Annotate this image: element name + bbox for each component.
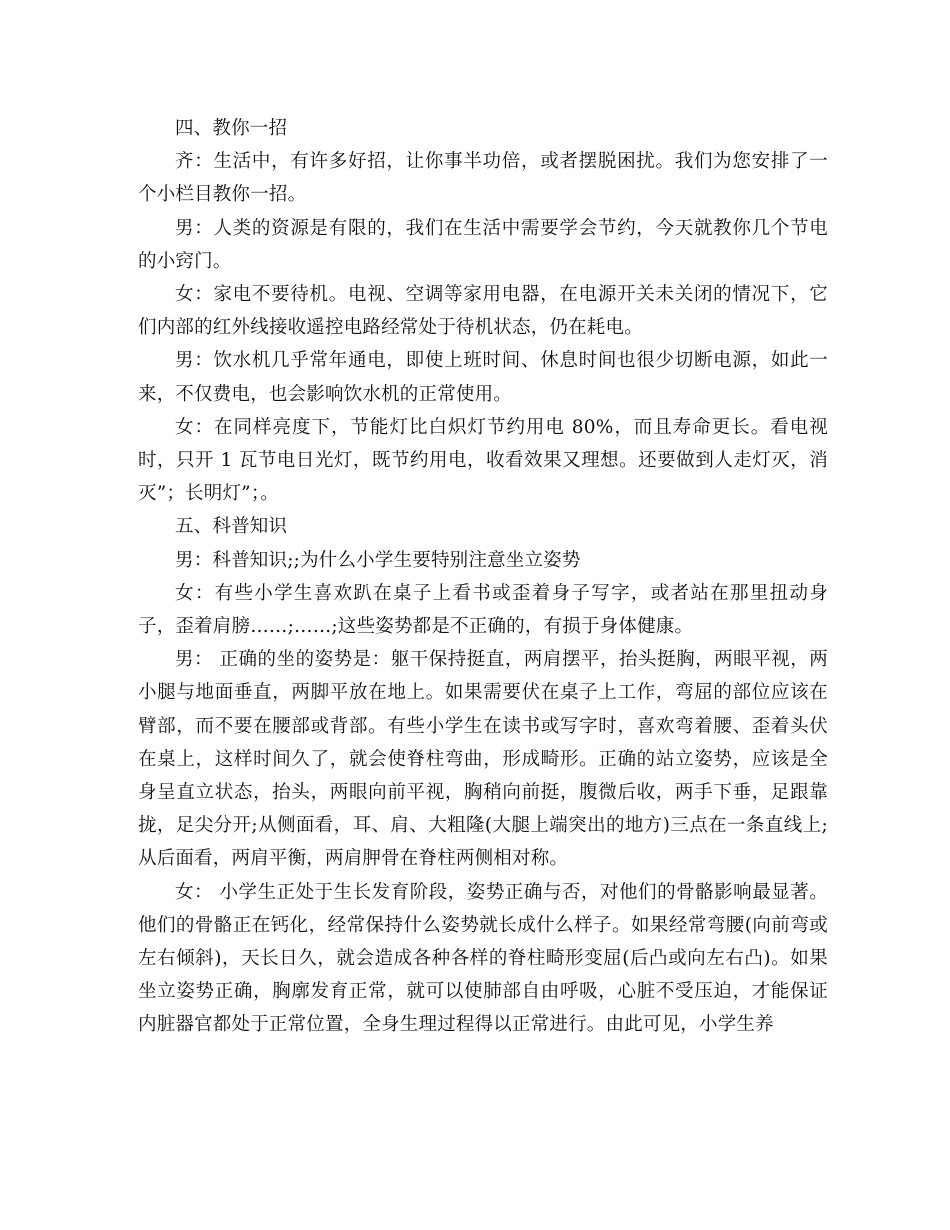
paragraph: 女：家电不要待机。电视、空调等家用电器，在电源开关未关闭的情况下，它们内部的红外线接收遥控电路经常处于待机状态，仍在耗电。 <box>138 284 828 339</box>
document-body <box>138 112 828 1042</box>
paragraph: 男：饮水机几乎常年通电，即使上班时间、休息时间也很少切断电源，如此一来，不仅费电，也会影响饮水机的正常使用。 <box>138 350 828 405</box>
paragraph: 男： 正确的坐的姿势是：躯干保持挺直，两肩摆平，抬头挺胸，两眼平视，两小腿与地面垂直，两脚平放在地上。如果需要伏在桌子上工作，弯屈的部位应该在臂部，而不要在腰部或背部。有些小学生在读书或写字时，喜欢弯着腰、歪着头伏在桌上，这样时间久了，就会使脊柱弯曲，形成畸形。正确的站立姿势，应该是全身呈直立状态，抬头，两眼向前平视，胸稍向前挺，腹微后收，两手下垂，足跟靠拢，足尖分开;从侧面看，耳、肩、大粗隆(大腿上端突出的地方)三点在一条直线上;从后面看，两肩平衡，两肩胛骨在脊柱两侧相对称。 <box>138 649 828 870</box>
paragraph: 女： 小学生正处于生长发育阶段，姿势正确与否，对他们的骨骼影响最显著。他们的骨骼正在钙化，经常保持什么姿势就长成什么样子。如果经常弯腰(向前弯或左右倾斜)，天长日久，就会造成各种各样的脊柱畸形变屈(后凸或向左右凸)。如果坐立姿势正确，胸廓发育正常，就可以使肺部自由呼吸，心脏不受压迫，才能保证内脏器官都处于正常位置，全身生理过程得以正常进行。由此可见，小学生养 <box>138 881 828 1036</box>
paragraph: 齐：生活中，有许多好招，让你事半功倍，或者摆脱困扰。我们为您安排了一个小栏目教你一招。 <box>138 151 828 206</box>
section-heading-teach-trick: 四、教你一招 <box>175 118 288 139</box>
paragraph: 男：人类的资源是有限的，我们在生活中需要学会节约，今天就教你几个节电的小窍门。 <box>138 217 828 272</box>
paragraph: 女：在同样亮度下，节能灯比白炽灯节约用电 80%，而且寿命更长。看电视时，只开 1 瓦节电日光灯，既节约用电，收看效果又理想。还要做到人走灯灭，消灭”；长明灯”；。 <box>138 416 828 505</box>
paragraph: 男：科普知识;;为什么小学生要特别注意坐立姿势 <box>175 549 581 571</box>
section-heading-science: 五、科普知识 <box>175 516 288 538</box>
paragraph: 女：有些小学生喜欢趴在桌子上看书或歪着身子写字，或者站在那里扭动身子，歪着肩膀……;……;这些姿势都是不正确的，有损于身体健康。 <box>138 582 828 638</box>
